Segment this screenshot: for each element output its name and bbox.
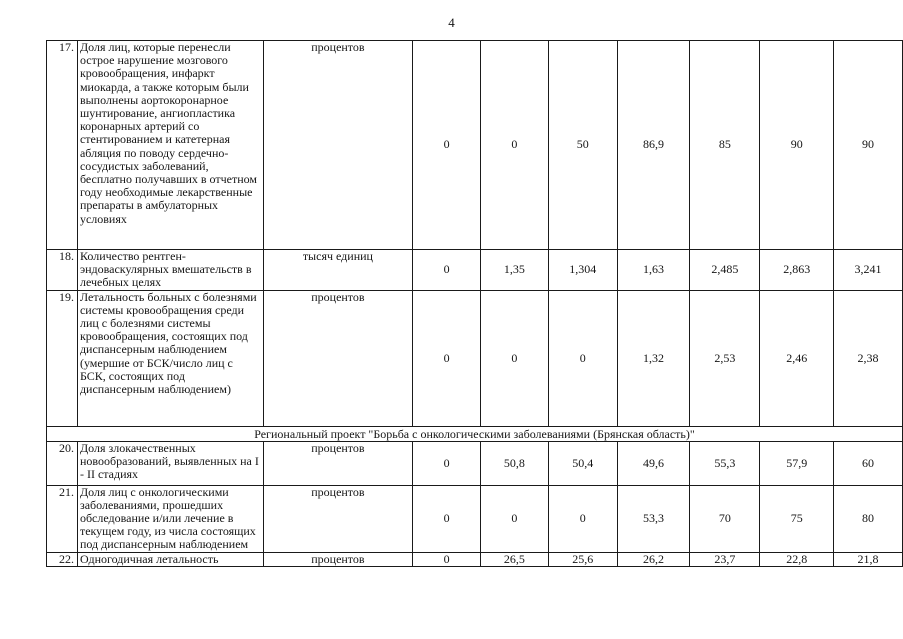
value-cell: 80 (834, 485, 903, 552)
value-cell: 23,7 (690, 552, 760, 566)
value-cell: 2,38 (834, 290, 903, 426)
value-cell: 60 (834, 441, 903, 485)
indicators-table (46, 40, 903, 567)
indicator-name: Одногодичная летальность (77, 552, 263, 566)
value-cell: 75 (760, 485, 834, 552)
value-cell: 2,46 (760, 290, 834, 426)
unit-cell: процентов (263, 441, 413, 485)
section-row (47, 426, 903, 441)
value-cell: 57,9 (760, 441, 834, 485)
row-number: 21. (47, 485, 78, 552)
value-cell: 0 (480, 41, 548, 250)
unit-cell: тысяч единиц (263, 250, 413, 291)
indicator-name: Доля злокачественных новообразований, выявленных на I - II стадиях (77, 441, 263, 485)
value-cell: 0 (413, 290, 481, 426)
value-cell: 1,63 (617, 250, 690, 291)
value-cell: 0 (413, 552, 481, 566)
value-cell: 55,3 (690, 441, 760, 485)
unit-cell: процентов (263, 485, 413, 552)
value-cell: 2,53 (690, 290, 760, 426)
value-cell: 0 (548, 485, 617, 552)
unit-cell: процентов (263, 290, 413, 426)
value-cell: 50,8 (480, 441, 548, 485)
value-cell: 0 (480, 290, 548, 426)
indicator-name: Количество рентген-эндоваскулярных вмешательств в лечебных целях (77, 250, 263, 291)
value-cell: 0 (548, 290, 617, 426)
value-cell: 2,863 (760, 250, 834, 291)
section-title: Региональный проект "Борьба с онкологическими заболеваниями (Брянская область)" (47, 426, 903, 441)
row-number: 19. (47, 290, 78, 426)
value-cell: 1,32 (617, 290, 690, 426)
table-row (47, 290, 903, 426)
value-cell: 0 (413, 250, 481, 291)
value-cell: 90 (760, 41, 834, 250)
value-cell: 3,241 (834, 250, 903, 291)
indicator-name: Летальность больных с болезнями системы кровообращения среди лиц с болезнями системы кровообращения, состоящих под диспансерным наблюдением (умершие от БСК/число лиц с БСК, состоящих под диспансерным наблюдением) (77, 290, 263, 426)
indicator-name: Доля лиц, которые перенесли острое нарушение мозгового кровообращения, инфаркт миокарда, а также которым были выполнены аортокоронарное шунтирование, ангиопластика коронарных артерий со стентированием и катетерная абляция по поводу сердечно-сосудистых заболеваний, бесплатно получавших в отчетном году необходимые лекарственные препараты в амбулаторных условиях (77, 41, 263, 250)
table-row (47, 552, 903, 566)
value-cell: 85 (690, 41, 760, 250)
unit-cell: процентов (263, 552, 413, 566)
table-row (47, 485, 903, 552)
value-cell: 26,5 (480, 552, 548, 566)
value-cell: 0 (480, 485, 548, 552)
value-cell: 0 (413, 41, 481, 250)
table-row (47, 250, 903, 291)
row-number: 18. (47, 250, 78, 291)
value-cell: 25,6 (548, 552, 617, 566)
value-cell: 0 (413, 485, 481, 552)
row-number: 17. (47, 41, 78, 250)
value-cell: 49,6 (617, 441, 690, 485)
value-cell: 2,485 (690, 250, 760, 291)
value-cell: 21,8 (834, 552, 903, 566)
indicator-name: Доля лиц с онкологическими заболеваниями, прошедших обследование и/или лечение в текущем году, из числа состоящих под диспансерным наблюдением (77, 485, 263, 552)
row-number: 22. (47, 552, 78, 566)
table-row (47, 41, 903, 250)
value-cell: 50,4 (548, 441, 617, 485)
unit-cell: процентов (263, 41, 413, 250)
value-cell: 26,2 (617, 552, 690, 566)
value-cell: 90 (834, 41, 903, 250)
value-cell: 0 (413, 441, 481, 485)
value-cell: 86,9 (617, 41, 690, 250)
value-cell: 70 (690, 485, 760, 552)
value-cell: 22,8 (760, 552, 834, 566)
page-number: 4 (448, 15, 455, 30)
value-cell: 1,304 (548, 250, 617, 291)
row-number: 20. (47, 441, 78, 485)
value-cell: 50 (548, 41, 617, 250)
table-row (47, 441, 903, 485)
value-cell: 53,3 (617, 485, 690, 552)
value-cell: 1,35 (480, 250, 548, 291)
